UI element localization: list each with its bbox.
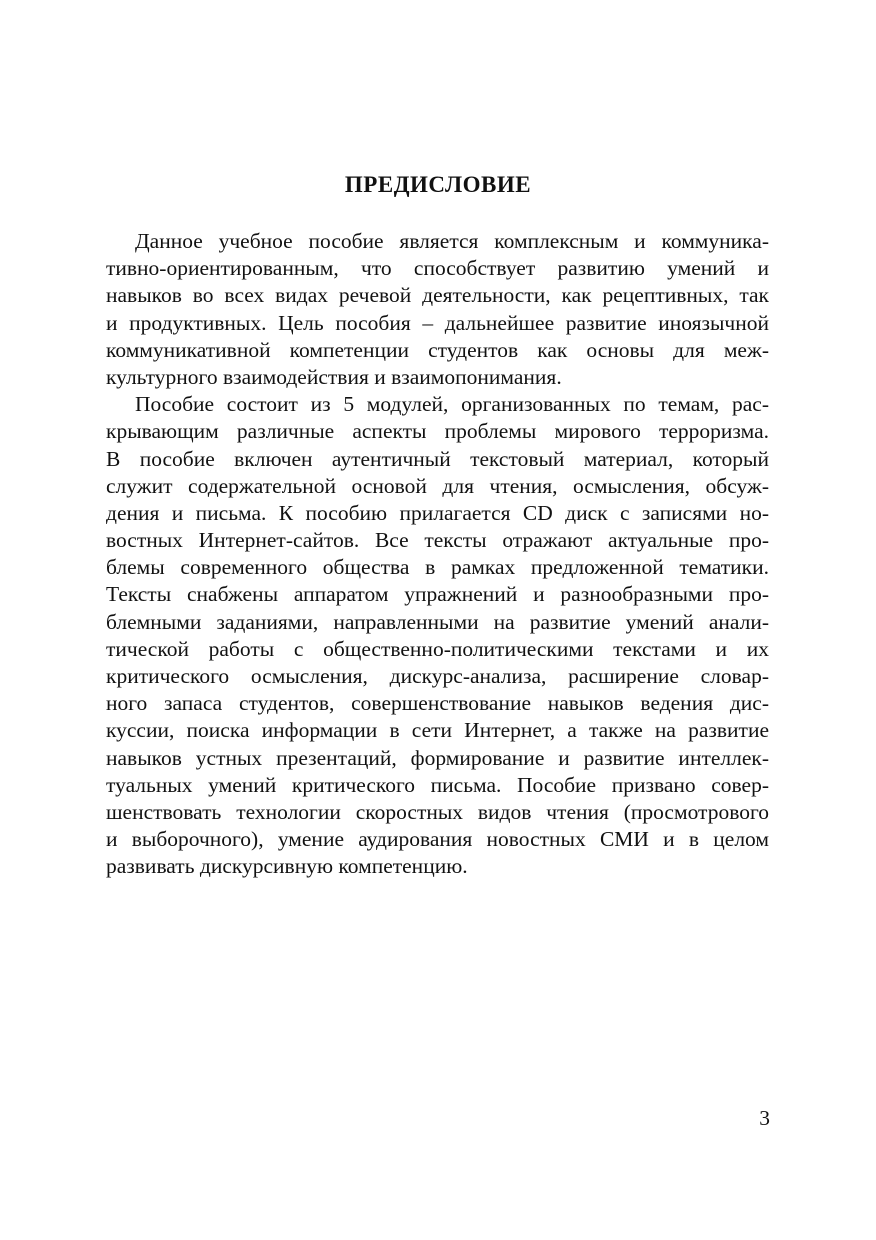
paragraph-1-line-5: коммуникативной компетенции студентов как основы для меж- <box>106 337 769 362</box>
paragraph-2-line-8: Тексты снабжены аппаратом упражнений и разнообразными про- <box>106 582 769 607</box>
paragraph-2-line-15: туальных умений критического письма. Пособие призвано совер- <box>106 772 769 797</box>
paragraph-2-line-11: критического осмысления, дискурс-анализа, расширение словар- <box>106 664 769 688</box>
paragraph-1-line-1: Данное учебное пособие является комплексным и коммуника- <box>135 229 769 253</box>
paragraph-2-line-16: шенствовать технологии скоростных видов чтения (просмотрового <box>106 799 769 824</box>
paragraph-2-line-10: тической работы с общественно-политическими текстами и их <box>106 636 769 661</box>
paragraph-2-line-17: и выборочного), умение аудирования новостных СМИ и в целом <box>106 827 769 852</box>
body-text <box>106 228 769 881</box>
page-number: 3 <box>759 1106 770 1130</box>
paragraph-1-line-2: тивно-ориентированным, что способствует развитию умений и <box>106 256 769 281</box>
paragraph-2-line-2: крывающим различные аспекты проблемы мирового терроризма. <box>106 419 769 444</box>
paragraph-2-line-12: ного запаса студентов, совершенствование навыков ведения дис- <box>106 691 769 716</box>
paragraph-2-line-6: востных Интернет-сайтов. Все тексты отражают актуальные про- <box>106 528 769 553</box>
paragraph-2-line-9: блемными заданиями, направленными на развитие умений анали- <box>106 609 769 634</box>
paragraph-2-line-18: развивать дискурсивную компетенцию. <box>106 854 468 879</box>
paragraph-2-line-1: Пособие состоит из 5 модулей, организованных по темам, рас- <box>135 392 769 417</box>
paragraph-2-line-5: дения и письма. К пособию прилагается CD диск с записями но- <box>106 500 769 525</box>
paragraph-2-line-13: куссии, поиска информации в сети Интернет, а также на развитие <box>106 718 769 743</box>
paragraph-1-line-3: навыков во всех видах речевой деятельности, как рецептивных, так <box>106 283 769 308</box>
page-title: ПРЕДИСЛОВИЕ <box>344 172 532 197</box>
paragraph-2-line-7: блемы современного общества в рамках предложенной тематики. <box>106 555 769 580</box>
paragraph-2-line-3: В пособие включен аутентичный текстовый материал, который <box>106 446 769 471</box>
paragraph-2-line-14: навыков устных презентаций, формирование и развитие интеллек- <box>106 745 769 770</box>
paragraph-2-line-4: служит содержательной основой для чтения, осмысления, обсуж- <box>106 473 769 498</box>
paragraph-1-line-4: и продуктивных. Цель пособия – дальнейшее развитие иноязычной <box>106 310 769 335</box>
paragraph-1-line-6: культурного взаимодействия и взаимопонимания. <box>106 364 562 389</box>
